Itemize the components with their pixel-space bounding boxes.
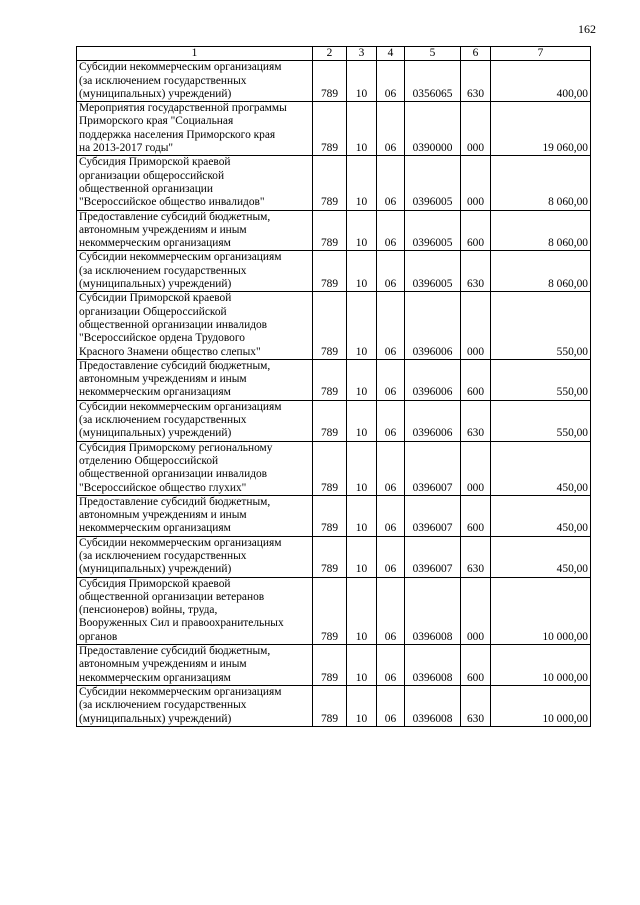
- row-amount-cell: 400,00: [491, 61, 591, 102]
- row-subsection-cell: 06: [377, 156, 405, 210]
- row-amount-cell: 450,00: [491, 495, 591, 536]
- row-target-article-cell: 0396005: [405, 156, 461, 210]
- row-admin-code-cell: 789: [313, 495, 347, 536]
- row-section-cell: 10: [347, 685, 377, 726]
- column-header-1: 1: [77, 47, 313, 61]
- row-target-article-cell: 0396006: [405, 292, 461, 359]
- table-row: [77, 210, 591, 251]
- row-amount-cell: 8 060,00: [491, 210, 591, 251]
- row-expense-type-cell: 000: [461, 441, 491, 495]
- row-section-cell: 10: [347, 359, 377, 400]
- row-section-cell: 10: [347, 102, 377, 156]
- row-section-cell: 10: [347, 645, 377, 686]
- row-target-article-cell: 0396006: [405, 400, 461, 441]
- row-subsection-cell: 06: [377, 536, 405, 577]
- row-admin-code-cell: 789: [313, 577, 347, 644]
- row-expense-type-cell: 630: [461, 400, 491, 441]
- table-row: [77, 441, 591, 495]
- column-header-6: 6: [461, 47, 491, 61]
- row-name-cell: Субсидии некоммерческим организациям (за исключением государственных (муниципальных) учреждений): [77, 685, 313, 726]
- column-header-4: 4: [377, 47, 405, 61]
- row-expense-type-cell: 630: [461, 61, 491, 102]
- row-admin-code-cell: 789: [313, 536, 347, 577]
- row-subsection-cell: 06: [377, 495, 405, 536]
- row-section-cell: 10: [347, 156, 377, 210]
- row-subsection-cell: 06: [377, 441, 405, 495]
- row-expense-type-cell: 630: [461, 685, 491, 726]
- column-header-5: 5: [405, 47, 461, 61]
- row-name-cell: Предоставление субсидий бюджетным, автономным учреждениям и иным некоммерческим организациям: [77, 210, 313, 251]
- table-row: [77, 645, 591, 686]
- row-section-cell: 10: [347, 251, 377, 292]
- row-section-cell: 10: [347, 400, 377, 441]
- row-target-article-cell: 0396008: [405, 685, 461, 726]
- row-subsection-cell: 06: [377, 685, 405, 726]
- row-name-cell: Субсидия Приморской краевой общественной организации ветеранов (пенсионеров) войны, труда, Вооруженных Сил и правоохранительных органов: [77, 577, 313, 644]
- row-admin-code-cell: 789: [313, 441, 347, 495]
- row-expense-type-cell: 630: [461, 251, 491, 292]
- row-expense-type-cell: 600: [461, 359, 491, 400]
- row-expense-type-cell: 630: [461, 536, 491, 577]
- row-expense-type-cell: 600: [461, 495, 491, 536]
- row-amount-cell: 10 000,00: [491, 685, 591, 726]
- row-target-article-cell: 0396007: [405, 441, 461, 495]
- row-section-cell: 10: [347, 61, 377, 102]
- table-row: [77, 156, 591, 210]
- table-row: [77, 102, 591, 156]
- row-target-article-cell: 0396007: [405, 536, 461, 577]
- row-admin-code-cell: 789: [313, 61, 347, 102]
- row-subsection-cell: 06: [377, 359, 405, 400]
- row-subsection-cell: 06: [377, 577, 405, 644]
- row-admin-code-cell: 789: [313, 251, 347, 292]
- row-subsection-cell: 06: [377, 102, 405, 156]
- row-admin-code-cell: 789: [313, 359, 347, 400]
- row-amount-cell: 10 000,00: [491, 577, 591, 644]
- row-amount-cell: 450,00: [491, 536, 591, 577]
- row-amount-cell: 8 060,00: [491, 251, 591, 292]
- row-admin-code-cell: 789: [313, 292, 347, 359]
- row-name-cell: Субсидии некоммерческим организациям (за исключением государственных (муниципальных) учреждений): [77, 400, 313, 441]
- row-expense-type-cell: 000: [461, 292, 491, 359]
- row-admin-code-cell: 789: [313, 210, 347, 251]
- page-number: 162: [578, 22, 596, 36]
- row-name-cell: Субсидия Приморскому региональному отделению Общероссийской общественной организации инвалидов "Всероссийское общество глухих": [77, 441, 313, 495]
- row-expense-type-cell: 000: [461, 156, 491, 210]
- table-row: [77, 536, 591, 577]
- column-header-3: 3: [347, 47, 377, 61]
- row-name-cell: Предоставление субсидий бюджетным, автономным учреждениям и иным некоммерческим организациям: [77, 645, 313, 686]
- row-amount-cell: 550,00: [491, 292, 591, 359]
- row-name-cell: Субсидии Приморской краевой организации Общероссийской общественной организации инвалидов "Всероссийское ордена Трудового Красного Знамени общество слепых": [77, 292, 313, 359]
- row-subsection-cell: 06: [377, 645, 405, 686]
- table-row: [77, 359, 591, 400]
- row-subsection-cell: 06: [377, 61, 405, 102]
- row-subsection-cell: 06: [377, 292, 405, 359]
- row-admin-code-cell: 789: [313, 685, 347, 726]
- row-expense-type-cell: 600: [461, 210, 491, 251]
- row-amount-cell: 550,00: [491, 400, 591, 441]
- table-row: [77, 61, 591, 102]
- row-target-article-cell: 0356065: [405, 61, 461, 102]
- table-row: [77, 495, 591, 536]
- table-header-row: [77, 47, 591, 61]
- row-section-cell: 10: [347, 577, 377, 644]
- row-expense-type-cell: 000: [461, 102, 491, 156]
- row-admin-code-cell: 789: [313, 645, 347, 686]
- row-target-article-cell: 0396005: [405, 251, 461, 292]
- row-admin-code-cell: 789: [313, 102, 347, 156]
- row-name-cell: Субсидия Приморской краевой организации общероссийской общественной организации "Всероссийское общество инвалидов": [77, 156, 313, 210]
- row-name-cell: Предоставление субсидий бюджетным, автономным учреждениям и иным некоммерческим организациям: [77, 495, 313, 536]
- budget-table: [76, 46, 591, 727]
- row-amount-cell: 19 060,00: [491, 102, 591, 156]
- row-section-cell: 10: [347, 441, 377, 495]
- row-amount-cell: 550,00: [491, 359, 591, 400]
- table-row: [77, 685, 591, 726]
- row-name-cell: Предоставление субсидий бюджетным, автономным учреждениям и иным некоммерческим организациям: [77, 359, 313, 400]
- row-amount-cell: 10 000,00: [491, 645, 591, 686]
- row-admin-code-cell: 789: [313, 400, 347, 441]
- row-expense-type-cell: 600: [461, 645, 491, 686]
- row-target-article-cell: 0396005: [405, 210, 461, 251]
- table-body: [77, 61, 591, 727]
- row-section-cell: 10: [347, 495, 377, 536]
- table-row: [77, 400, 591, 441]
- row-target-article-cell: 0396006: [405, 359, 461, 400]
- row-name-cell: Мероприятия государственной программы Приморского края "Социальная поддержка населения Приморского края на 2013-2017 годы": [77, 102, 313, 156]
- row-target-article-cell: 0396008: [405, 577, 461, 644]
- row-name-cell: Субсидии некоммерческим организациям (за исключением государственных (муниципальных) учреждений): [77, 251, 313, 292]
- table-row: [77, 251, 591, 292]
- row-section-cell: 10: [347, 210, 377, 251]
- row-section-cell: 10: [347, 292, 377, 359]
- row-amount-cell: 8 060,00: [491, 156, 591, 210]
- table-row: [77, 292, 591, 359]
- column-header-7: 7: [491, 47, 591, 61]
- row-subsection-cell: 06: [377, 210, 405, 251]
- row-section-cell: 10: [347, 536, 377, 577]
- row-name-cell: Субсидии некоммерческим организациям (за исключением государственных (муниципальных) учреждений): [77, 61, 313, 102]
- row-target-article-cell: 0396008: [405, 645, 461, 686]
- row-subsection-cell: 06: [377, 400, 405, 441]
- row-target-article-cell: 0396007: [405, 495, 461, 536]
- column-header-2: 2: [313, 47, 347, 61]
- row-name-cell: Субсидии некоммерческим организациям (за исключением государственных (муниципальных) учреждений): [77, 536, 313, 577]
- row-subsection-cell: 06: [377, 251, 405, 292]
- table-row: [77, 577, 591, 644]
- row-amount-cell: 450,00: [491, 441, 591, 495]
- row-expense-type-cell: 000: [461, 577, 491, 644]
- row-admin-code-cell: 789: [313, 156, 347, 210]
- row-target-article-cell: 0390000: [405, 102, 461, 156]
